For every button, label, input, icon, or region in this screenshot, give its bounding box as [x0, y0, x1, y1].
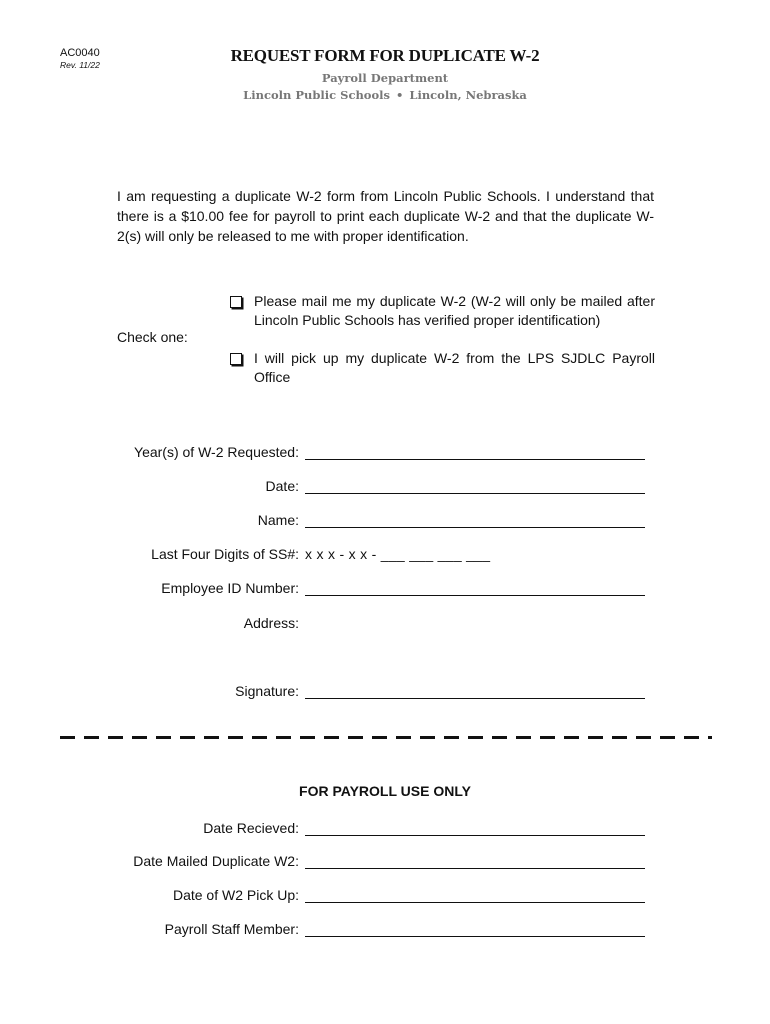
name-label: Name:	[257, 512, 299, 528]
employee-id-label: Employee ID Number:	[161, 580, 299, 596]
signature-label: Signature:	[235, 683, 299, 699]
date-received-field	[60, 816, 650, 836]
page-title: REQUEST FORM FOR DUPLICATE W-2	[230, 46, 540, 65]
date-field	[60, 474, 650, 494]
employee-id-input-line[interactable]	[305, 581, 645, 596]
staff-member-field	[60, 917, 650, 937]
date-received-label: Date Recieved:	[203, 820, 299, 836]
ssn-label: Last Four Digits of SS#:	[151, 546, 299, 562]
department-name: Payroll Department	[321, 71, 449, 85]
name-field	[60, 508, 650, 528]
bullet-separator: •	[396, 88, 404, 102]
date-input-line[interactable]	[305, 479, 645, 494]
checkbox-mail[interactable]	[230, 296, 242, 308]
cut-line-divider	[60, 736, 712, 739]
date-received-input-line[interactable]	[305, 821, 645, 836]
employee-id-field	[60, 576, 650, 596]
date-pickup-field	[60, 883, 650, 903]
address-label: Address:	[243, 615, 299, 631]
option-pickup-text: I will pick up my duplicate W-2 from the LPS SJDLC Payroll Office	[254, 350, 655, 385]
date-mailed-field	[60, 849, 650, 869]
form-code: AC0040	[60, 47, 100, 59]
check-one-label: Check one:	[117, 329, 188, 345]
years-label: Year(s) of W-2 Requested:	[134, 444, 299, 460]
signature-field	[60, 679, 650, 699]
years-input-line[interactable]	[305, 445, 645, 460]
ssn-input[interactable]: x x x - x x - ___ ___ ___ ___	[305, 546, 491, 562]
organization-line	[150, 88, 620, 102]
date-mailed-label: Date Mailed Duplicate W2:	[133, 853, 299, 869]
organization-location: Lincoln, Nebraska	[409, 88, 527, 102]
signature-input-line[interactable]	[305, 684, 645, 699]
staff-member-input-line[interactable]	[305, 922, 645, 937]
option-mail[interactable]	[230, 292, 655, 330]
checkbox-pickup[interactable]	[230, 353, 242, 365]
staff-member-label: Payroll Staff Member:	[164, 921, 299, 937]
address-field	[60, 611, 650, 631]
name-input-line[interactable]	[305, 513, 645, 528]
revision-date: Rev. 11/22	[60, 60, 100, 70]
option-pickup[interactable]	[230, 349, 655, 387]
intro-paragraph: I am requesting a duplicate W-2 form from Lincoln Public Schools. I understand that there is a $10.00 fee for payroll to print each duplicate W-2 and that the duplicate W-2(s) will only be released to me with proper identification.	[117, 188, 654, 244]
ssn-field	[60, 542, 650, 562]
option-mail-text: Please mail me my duplicate W-2 (W-2 will only be mailed after Lincoln Public Schools has verified proper identification)	[254, 293, 655, 328]
organization-name: Lincoln Public Schools	[243, 88, 390, 102]
date-mailed-input-line[interactable]	[305, 854, 645, 869]
years-field	[60, 440, 650, 460]
payroll-section-title: FOR PAYROLL USE ONLY	[299, 783, 471, 799]
date-pickup-label: Date of W2 Pick Up:	[172, 887, 299, 903]
date-label: Date:	[265, 478, 299, 494]
date-pickup-input-line[interactable]	[305, 888, 645, 903]
